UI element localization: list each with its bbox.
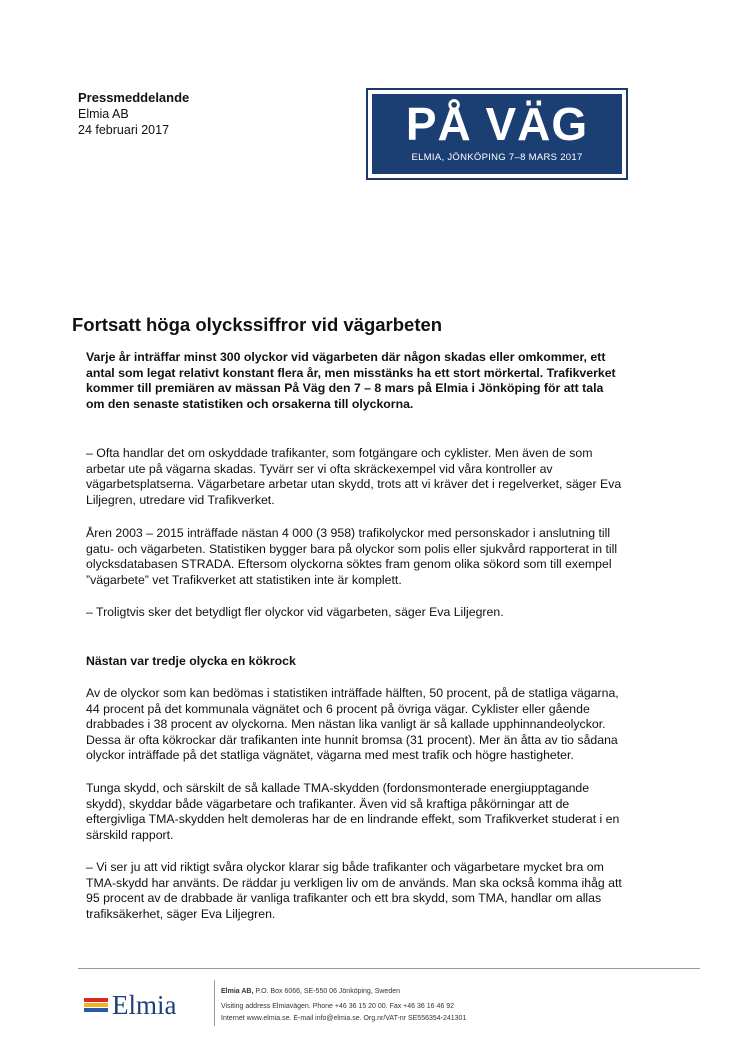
company-name: Elmia AB	[78, 107, 129, 121]
paragraph-4	[86, 686, 686, 764]
logo-panel	[372, 94, 622, 174]
text-line: – Ofta handlar det om oskyddade trafikanter, som fotgängare och cyklister. Men även de som	[86, 446, 593, 460]
text-line: Åren 2003 – 2015 inträffade nästan 4 000 (3 958) trafikolyckor med personskador i anslutning till	[86, 526, 611, 540]
text-line: gatu- och vägarbeten. Statistiken bygger bara på olyckor som polis eller sjukvård rapporterat in till	[86, 541, 618, 556]
logo-stripe-red	[84, 998, 108, 1002]
text-line: – Vi ser ju att vid riktigt svåra olyckor klarar sig både trafikanter och vägarbetare mycket bra om	[86, 860, 604, 874]
text-line: Av de olyckor som kan bedömas i statistiken inträffade hälften, 50 procent, på de statliga vägarna,	[86, 686, 619, 700]
text-line: TMA-skydd har använts. De räddar ju verkligen liv om de används. Man ska också komma ihåg att	[86, 875, 622, 890]
logo-stripe-blue	[84, 1008, 108, 1012]
footer-postal: P.O. Box 6066, SE-550 06 Jönköping, Sweden	[253, 988, 401, 995]
text-line: vägarbetsplatserna. Vägarbetare arbetar utan skydd, trots att vi kräver det i regelverket, säger Eva	[86, 477, 622, 491]
footer-internet: Internet www.elmia.se. E-mail info@elmia.se. Org.nr/VAT-nr SE556354-241301	[221, 1015, 467, 1022]
text-line: eftergivliga TMA-skydden helt demoleras har de en lindrande effekt, som Trafikverket studerat i en	[86, 812, 620, 826]
section-subheading: Nästan var tredje olycka en kökrock	[86, 654, 296, 668]
footer-vertical-divider	[214, 980, 215, 1026]
paragraph-1	[86, 446, 686, 508]
text-line: särskild rapport.	[86, 827, 174, 842]
release-date: 24 februari 2017	[78, 123, 170, 137]
pa-vag-logo	[366, 88, 628, 180]
text-line: skydd), skyddar både vägarbetare och trafikanter. Även vid så kraftiga påkörningar att de	[86, 796, 570, 811]
text-line: Tunga skydd, och särskilt de så kallade TMA-skydden (fordonsmonterade energiupptagande	[86, 781, 590, 795]
logo-stripe-yellow	[84, 1003, 108, 1007]
paragraph-6	[86, 860, 686, 922]
lead-line: om den senaste statistiken och orsakerna till olyckorna.	[86, 396, 414, 411]
text-line: olycksdatabasen STRADA. Eftersom olyckorna söktes fram genom olika sökord som till exempel	[86, 557, 612, 571]
article-title: Fortsatt höga olyckssiffror vid vägarbeten	[72, 314, 443, 335]
text-line: – Troligtvis sker det betydligt fler olyckor vid vägarbeten, säger Eva Liljegren.	[86, 605, 504, 619]
logo-title: PÅ VÄG	[405, 98, 589, 150]
text-line: trafiksäkerhet, säger Eva Liljegren.	[86, 906, 276, 921]
lead-line: antal som legat relativt konstant flera år, men misstänks ha ett stort mörkertal. Trafikverket	[86, 365, 616, 380]
press-header	[78, 90, 189, 138]
paragraph-3	[86, 605, 686, 621]
text-line: arbetar ute på vägarna skadas. Tyvärr ser vi ofta skräckexempel vid våra kontroller av	[86, 461, 553, 476]
footer-address	[221, 986, 400, 997]
text-line: ”vägarbete” vet Trafikverket att statistiken inte är komplett.	[86, 572, 402, 587]
text-line: 44 procent på det kommunala vägnätet och 6 procent på övriga vägar. Cyklister eller gående	[86, 701, 590, 716]
footer-divider	[78, 968, 700, 969]
elmia-wordmark: Elmia	[112, 990, 177, 1020]
press-release-label: Pressmeddelande	[78, 90, 190, 105]
lead-line: Varje år inträffar minst 300 olyckor vid vägarbeten där någon skadas eller omkommer, ett	[86, 350, 606, 364]
text-line: olyckor inträffade på det statliga vägnätet, vägarna med mest trafik och högre hastigheter.	[86, 748, 574, 762]
text-line: drabbades i 38 procent av olyckorna. Men nästan lika vanligt är så kallade upphinnandeolyckor.	[86, 717, 606, 731]
lead-line: kommer till premiären av mässan På Väg den 7 – 8 mars på Elmia i Jönköping för att tala	[86, 381, 604, 395]
text-line: Dessa är ofta kökrockar där trafikanten inte hunnit bromsa (31 procent). Mer än åtta av tio sådana	[86, 732, 618, 747]
text-line: Liljegren, utredare vid Trafikverket.	[86, 492, 275, 507]
footer-visiting: Visiting address Elmiavägen. Phone +46 36 15 20 00. Fax +46 36 16 46 92	[221, 1003, 454, 1010]
paragraph-2	[86, 526, 686, 588]
text-line: 95 procent av de drabbade är vanliga trafikanter och ett bra skydd, som TMA, handlar om allas	[86, 891, 602, 905]
footer-company: Elmia AB,	[221, 988, 254, 995]
paragraph-5	[86, 781, 686, 843]
logo-subtitle: ELMIA, JÖNKÖPING 7–8 MARS 2017	[411, 152, 583, 163]
article-lead	[86, 350, 686, 412]
